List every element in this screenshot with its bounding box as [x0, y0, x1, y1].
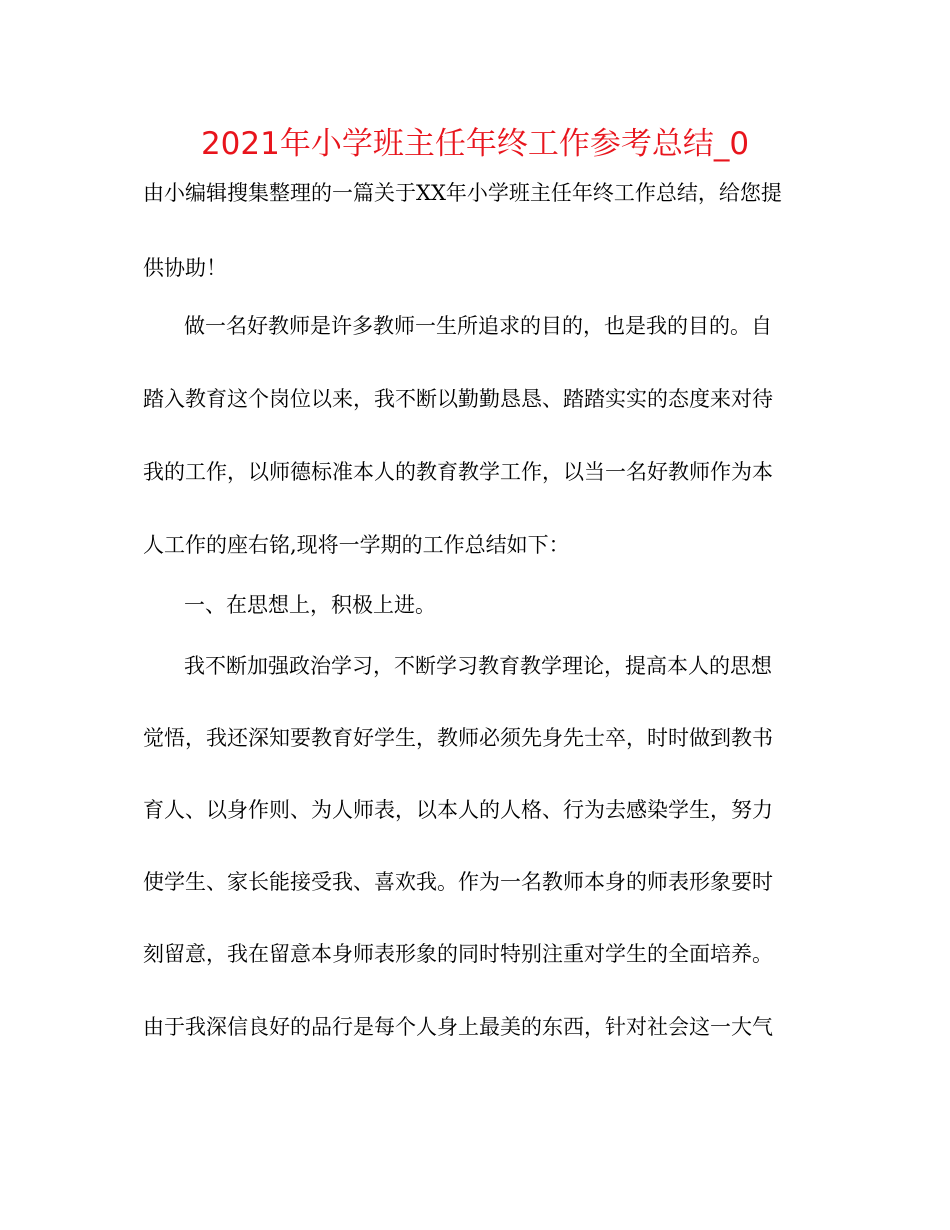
paragraph-line: 由于我深信良好的品行是每个人身上最美的东西，针对社会这一大气 [143, 1015, 773, 1039]
paragraph-line: 做一名好教师是许多教师一生所追求的目的，也是我的目的。自 [184, 314, 772, 338]
paragraph-line: 使学生、家长能接受我、喜欢我。作为一名教师本身的师表形象要时 [143, 870, 773, 894]
section-heading: 一、在思想上，积极上进。 [184, 593, 436, 617]
paragraph-line: 由小编辑搜集整理的一篇关于XX年小学班主任年终工作总结，给您提 [143, 181, 782, 205]
paragraph-line: 供协助！ [143, 256, 227, 280]
paragraph-line: 我不断加强政治学习，不断学习教育教学理论，提高本人的思想 [184, 654, 772, 678]
paragraph-line: 我的工作，以师德标准本人的教育教学工作，以当一名好教师作为本 [143, 460, 773, 484]
paragraph-line: 刻留意，我在留意本身师表形象的同时特别注重对学生的全面培养。 [143, 942, 773, 966]
paragraph-line: 育人、以身作则、为人师表，以本人的人格、行为去感染学生，努力 [143, 798, 773, 822]
document-title: 2021年小学班主任年终工作参考总结_0 [200, 126, 750, 162]
paragraph-line: 觉悟，我还深知要教育好学生，教师必须先身先士卒，时时做到教书 [143, 726, 773, 750]
paragraph-line: 人工作的座右铭,现将一学期的工作总结如下： [143, 533, 570, 557]
paragraph-line: 踏入教育这个岗位以来，我不断以勤勤恳恳、踏踏实实的态度来对待 [143, 387, 773, 411]
